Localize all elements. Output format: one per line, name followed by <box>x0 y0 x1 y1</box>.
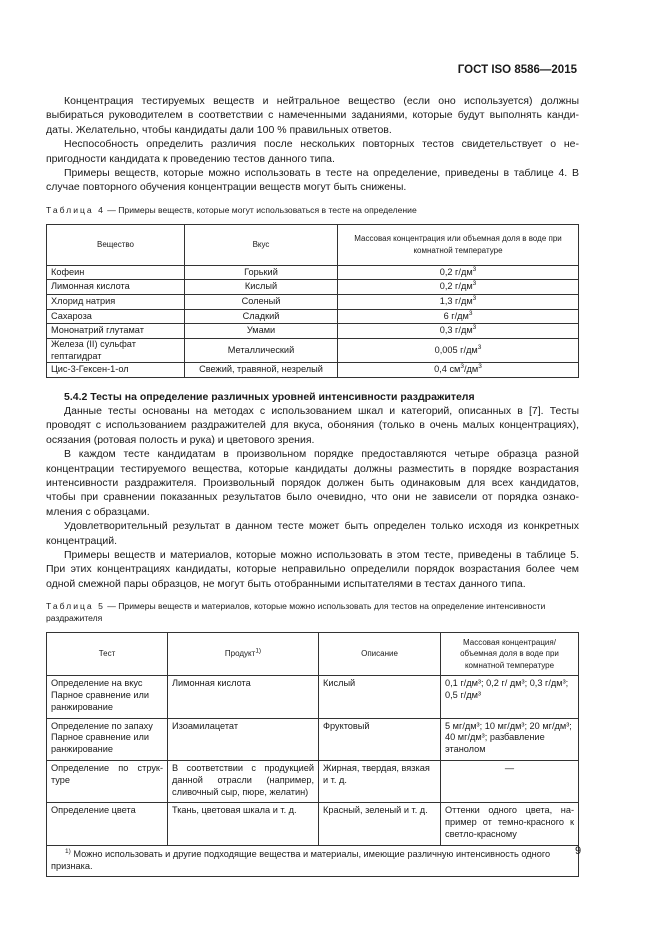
table4-row <box>47 363 579 378</box>
conc-value: 0,2 г/дм <box>439 266 473 277</box>
table5-test: Определение цвета <box>47 803 168 845</box>
footnote-ref: 1) <box>255 647 262 655</box>
table5-product: Ткань, цветовая шкала и т. д. <box>168 803 319 845</box>
table5-description: Фруктовый <box>319 718 441 760</box>
table4-substance: Цис-3-Гексен-1-ол <box>47 363 185 378</box>
table5-row <box>47 761 579 803</box>
table5 <box>46 632 582 877</box>
conc-value: 0,2 г/дм <box>439 281 473 292</box>
table4-row <box>47 338 579 363</box>
table5-footnote <box>47 845 582 876</box>
table5-row <box>47 718 579 760</box>
section-heading: 5.4.2 Тесты на определение различных уровней интенсивности раздражителя <box>64 391 475 403</box>
table4-taste: Умами <box>185 324 338 339</box>
table5-row <box>47 676 579 718</box>
conc-value-unit: /дм <box>464 364 479 375</box>
table4-conc <box>338 324 579 339</box>
table5-description: Жирная, твердая, вязкая и т. д. <box>319 761 441 803</box>
table5-caption-label: Таблица 5 <box>46 601 105 612</box>
conc-sup: 3 <box>472 294 477 302</box>
table5-caption <box>46 600 579 624</box>
table5-test: Определение по структуре <box>47 761 168 803</box>
table4-taste: Соленый <box>185 295 338 310</box>
table4-header-cell: Вкус <box>185 224 338 265</box>
table5-header-row <box>47 633 579 676</box>
paragraph: Примеры веществ, которые можно использовать в тесте на определение, приведены в таблице 4. В случае повторного обучения концентрации веществ могут быть снижены. <box>46 167 579 194</box>
conc-sup: 3 <box>472 265 477 273</box>
table4-header-cell: Массовая концентрация или объемная доля в воде при комнатной температуре <box>338 224 579 265</box>
table5-footnote-row <box>47 845 579 876</box>
table5-header-cell: Тест <box>47 633 168 676</box>
paragraph: Примеры веществ и материалов, которые можно использовать в этом тесте, приведены в таблице 5. При этих концентрациях кандидаты, которые неправильно определили порядок возрастания более чем одной смежной пары образцов, не могут быть отобранными испытателями в тестах данного типа. <box>46 549 579 590</box>
table4-substance: Кофеин <box>47 265 185 280</box>
conc-sup: 3 <box>472 324 477 332</box>
table5-conc: 5 мг/дм³; 10 мг/дм³; 20 мг/дм³; 40 мг/дм³; разбавление этанолом <box>441 718 579 760</box>
table5-header-cell: Массовая концентрация/ объемная доля в воде при комнатной температуре <box>441 633 579 676</box>
table5-conc: 0,1 г/дм³; 0,2 г/ дм³; 0,3 г/дм³; 0,5 г/дм³ <box>441 676 579 718</box>
paragraph: Концентрация тестируемых веществ и нейтральное вещество (если оно используется) должны выбираться руководителем в соответствии с намеченными заданиями, которые будут выполнять кандидаты. Желательно, чтобы кандидаты дали 100 % правильных ответов. <box>46 95 579 136</box>
table4-conc <box>338 309 579 324</box>
table5-product: Изоамилацетат <box>168 718 319 760</box>
page-number: 9 <box>575 845 582 857</box>
paragraph: Удовлетворительный результат в данном тесте может быть определен только исходя из конкретных концентраций. <box>46 520 579 547</box>
conc-sup: 3 <box>478 363 482 371</box>
table4-substance: Лимонная кислота <box>47 280 185 295</box>
table4-taste: Горький <box>185 265 338 280</box>
table5-description: Кислый <box>319 676 441 718</box>
conc-value: 0,005 г/дм <box>434 344 478 355</box>
table5-header-cell <box>168 633 319 676</box>
table4-conc <box>338 265 579 280</box>
table4-caption-text: — Примеры веществ, которые могут использоваться в тесте на определение <box>104 204 417 215</box>
table5-product: В соответствии с продукцией данной отрасли (например, сливочный сыр, пюре, желатин) <box>168 761 319 803</box>
table4-substance: Сахароза <box>47 309 185 324</box>
table4-row <box>47 309 579 324</box>
table4-row <box>47 295 579 310</box>
table4-conc <box>338 295 579 310</box>
conc-sup: 3 <box>468 309 473 317</box>
conc-value: 0,3 г/дм <box>439 325 473 336</box>
table4-conc <box>338 280 579 295</box>
conc-value: 1,3 г/дм <box>439 295 473 306</box>
paragraph: Данные тесты основаны на методах с использованием шкал и категорий, описанных в [7]. Тесты проводят с использованием раздражителей для вкуса, обоняния (только в очень малых концентрациях), осязания (ротовая полость и рука) и цветового зрения. <box>46 405 579 446</box>
document-id-header: ГОСТ ISO 8586—2015 <box>457 64 577 76</box>
table4-taste: Свежий, травяной, незрелый <box>185 363 338 378</box>
table4-taste: Кислый <box>185 280 338 295</box>
conc-sup: 3 <box>472 280 477 288</box>
conc-sup: 3 <box>460 363 464 371</box>
table5-description: Красный, зеленый и т. д. <box>319 803 441 845</box>
table4-caption-label: Таблица 4 <box>46 204 105 215</box>
table4-row <box>47 265 579 280</box>
table5-product: Лимонная кислота <box>168 676 319 718</box>
footnote-mark: 1) <box>65 847 71 855</box>
table5-header-cell: Описание <box>319 633 441 676</box>
table4-substance: Железа (II) сульфат гептагидрат <box>47 338 185 363</box>
table5-row <box>47 803 579 845</box>
table4-row <box>47 324 579 339</box>
conc-value: 0,4 см <box>434 364 461 375</box>
table4-conc <box>338 338 579 363</box>
table5-test: Определение на вкус Парное сравнение или ранжирование <box>47 676 168 718</box>
table4-row <box>47 280 579 295</box>
table5-caption-text: — Примеры веществ и материалов, которые можно использовать для тестов на определение интенсивности раздражителя <box>46 601 546 624</box>
page-content <box>46 94 582 877</box>
table4-substance: Мононатрий глутамат <box>47 324 185 339</box>
table4 <box>46 224 579 378</box>
footnote-text: Можно использовать и другие подходящие вещества и материалы, имеющие различную интенсивность одного признака. <box>51 848 551 871</box>
conc-value: 6 г/дм <box>443 310 469 321</box>
table4-substance: Хлорид натрия <box>47 295 185 310</box>
paragraph: Неспособность определить различия после нескольких повторных тестов свидетельствует о непригодности кандидата к проведению тестов данного типа. <box>46 138 579 165</box>
table4-caption <box>46 204 579 216</box>
table4-taste: Металлический <box>185 338 338 363</box>
table5-conc: — <box>441 761 579 803</box>
conc-sup: 3 <box>477 343 482 351</box>
table4-taste: Сладкий <box>185 309 338 324</box>
table5-test: Определение по запаху Парное сравнение или ранжирование <box>47 718 168 760</box>
table4-header-row <box>47 224 579 265</box>
table4-header-cell: Вещество <box>47 224 185 265</box>
paragraph: В каждом тесте кандидатам в произвольном порядке предоставляются четыре образца разной концентрации тестируемого вещества, которые кандидаты должны разместить в порядке возрастания интенсивности раздражителя. Произвольный порядок должен быть одинаковым для всех кандидатов, чтобы при сравнении показанных результатов было очевидно, что они не зависели от порядка ознакомления с образцами. <box>46 448 579 518</box>
header-product-label: Продукт <box>224 649 256 659</box>
table5-conc: Оттенки одного цвета, например от темно-красного к светло-красному <box>441 803 579 845</box>
table4-conc <box>338 363 579 378</box>
